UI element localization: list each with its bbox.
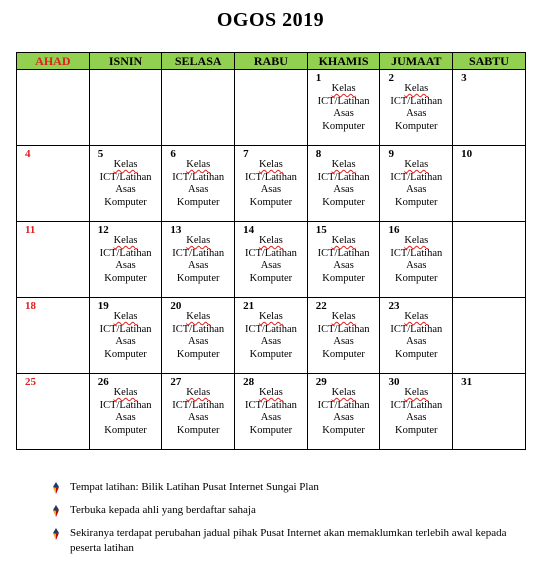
event-line: ICT/Latihan	[172, 247, 225, 259]
event-line: Komputer	[249, 424, 293, 436]
day-number: 23	[388, 300, 400, 312]
event-line: Kelas	[258, 311, 283, 322]
calendar-table	[16, 52, 526, 450]
day-number: 25	[25, 376, 36, 388]
calendar-day-cell	[380, 146, 453, 222]
day-number: 15	[315, 224, 327, 236]
calendar-day-cell	[162, 222, 235, 298]
event-line: Asas	[260, 184, 282, 196]
day-number: 12	[97, 224, 109, 236]
calendar-week-row	[17, 146, 526, 222]
class-event-text	[90, 159, 162, 209]
event-line: ICT/Latihan	[317, 95, 370, 107]
event-line: ICT/Latihan	[390, 95, 443, 107]
event-line: Asas	[188, 412, 209, 424]
event-line: ICT/Latihan	[244, 247, 297, 259]
event-line: Kelas	[113, 387, 138, 398]
event-line: Asas	[188, 184, 209, 196]
day-number: 24	[461, 300, 473, 312]
event-line: Asas	[115, 412, 136, 424]
event-line: ICT/Latihan	[99, 399, 152, 411]
event-line: Asas	[406, 336, 427, 348]
diamond-arrow-bullet-icon	[50, 505, 62, 517]
event-line: Kelas	[258, 235, 283, 246]
calendar-day-cell	[235, 222, 308, 298]
day-number: 17	[461, 224, 473, 236]
weekday-header-row	[17, 53, 526, 70]
event-line: Kelas	[113, 311, 138, 322]
class-event-text	[235, 235, 307, 285]
event-line: Asas	[115, 184, 136, 196]
calendar-day-cell	[162, 374, 235, 450]
event-line: ICT/Latihan	[244, 323, 297, 335]
calendar-day-cell	[453, 146, 526, 222]
event-line: Kelas	[186, 235, 211, 246]
day-number: 7	[243, 148, 249, 160]
event-line: Dengan Bijak	[461, 334, 517, 346]
weekday-header: SABTU	[453, 53, 526, 70]
event-line: ICT/Latihan	[390, 399, 443, 411]
event-line: Asas	[333, 260, 354, 272]
weekday-header: AHAD	[17, 53, 90, 70]
day-number: 28	[243, 376, 255, 388]
class-event-text	[162, 235, 234, 285]
note-text: Terbuka kepada ahli yang berdaftar sahaja	[70, 504, 256, 516]
event-line: ICT/Latihan	[99, 247, 152, 259]
calendar-day-cell	[307, 298, 380, 374]
event-line: ICT/Latihan	[390, 171, 443, 183]
calendar-day-cell	[17, 298, 90, 374]
calendar-day-cell	[89, 298, 162, 374]
day-number: 11	[25, 224, 36, 236]
event-line: Komputer	[176, 348, 220, 360]
class-event-text	[162, 311, 234, 361]
calendar-day-cell	[307, 222, 380, 298]
day-number: 6	[170, 148, 176, 160]
day-number: 3	[461, 72, 467, 84]
calendar-day-cell	[235, 298, 308, 374]
calendar-empty-cell	[162, 70, 235, 146]
day-number: 1	[315, 72, 322, 84]
event-line: Komputer	[394, 348, 438, 360]
taklimat-event-text	[453, 322, 525, 347]
event-line: Kelas	[186, 311, 211, 322]
event-line: Komputer	[176, 196, 220, 208]
class-event-text	[235, 311, 307, 361]
event-line: Komputer	[322, 424, 365, 436]
event-line: Kelas	[113, 159, 138, 170]
event-line: Asas	[333, 336, 354, 348]
event-line: Komputer	[249, 196, 293, 208]
calendar-day-cell	[162, 146, 235, 222]
event-line: ICT/Latihan	[317, 171, 370, 183]
event-line: Kelas	[404, 235, 429, 246]
event-line: ICT/Latihan	[244, 399, 297, 411]
class-event-text	[380, 235, 452, 285]
diamond-arrow-bullet-icon	[50, 482, 62, 494]
event-line: ICT/Latihan	[317, 247, 370, 259]
calendar-day-cell	[307, 70, 380, 146]
event-line: ICT/Latihan	[244, 171, 297, 183]
day-number: 8	[315, 148, 322, 160]
class-event-text	[308, 387, 380, 437]
event-line: Komputer	[322, 272, 365, 284]
event-line: Kelas	[258, 159, 283, 170]
event-line: Taklimat Klik	[461, 322, 517, 333]
day-number: 19	[97, 300, 109, 312]
day-number: 4	[25, 148, 31, 160]
day-number: 21	[243, 300, 255, 312]
day-number: 22	[315, 300, 327, 312]
event-line: Asas	[260, 260, 282, 272]
event-line: ICT/Latihan	[317, 399, 370, 411]
calendar-day-cell	[453, 70, 526, 146]
calendar-day-cell	[235, 146, 308, 222]
note-item	[50, 480, 520, 495]
event-line: Komputer	[322, 196, 365, 208]
event-line: Kelas	[331, 83, 356, 94]
calendar-day-cell	[17, 146, 90, 222]
calendar-day-cell	[380, 70, 453, 146]
calendar-title: OGOS 2019	[216, 9, 325, 31]
day-number: 9	[388, 148, 394, 160]
event-line: ICT/Latihan	[172, 399, 225, 411]
event-line: Komputer	[322, 348, 365, 360]
weekday-header: ISNIN	[89, 53, 162, 70]
calendar-day-cell	[17, 374, 90, 450]
event-line: ICT/Latihan	[390, 323, 443, 335]
calendar-day-cell	[17, 222, 90, 298]
event-line: Asas	[333, 184, 354, 196]
class-event-text	[235, 159, 307, 209]
calendar-body	[17, 70, 526, 450]
event-line: Kelas	[331, 235, 356, 246]
note-item	[50, 526, 520, 556]
calendar-empty-cell	[235, 70, 308, 146]
calendar-week-row	[17, 374, 526, 450]
event-line: Asas	[333, 108, 354, 120]
event-line: Komputer	[104, 424, 147, 436]
event-line: Komputer	[394, 424, 438, 436]
event-line: ICT/Latihan	[99, 171, 152, 183]
calendar-day-cell	[89, 374, 162, 450]
event-line: ICT/Latihan	[172, 323, 225, 335]
class-event-text	[308, 235, 380, 285]
day-number: 27	[170, 376, 182, 388]
class-event-text	[235, 387, 307, 437]
note-text: Sekiranya terdapat perubahan jadual pihak Pusat Internet akan memaklumkan terlebih awal kepada peserta latihan	[70, 527, 507, 554]
day-number: 5	[97, 148, 104, 160]
day-number: 26	[97, 376, 109, 388]
calendar-day-cell	[307, 374, 380, 450]
calendar-day-cell	[453, 298, 526, 374]
event-line: Komputer	[176, 424, 220, 436]
calendar-day-cell	[453, 374, 526, 450]
event-line: Asas	[260, 336, 282, 348]
class-event-text	[90, 235, 162, 285]
class-event-text	[308, 159, 380, 209]
day-number: 2	[388, 72, 394, 84]
event-line: Komputer	[104, 348, 147, 360]
calendar-week-row	[17, 298, 526, 374]
event-line: Kelas	[331, 387, 356, 398]
calendar-day-cell	[235, 374, 308, 450]
event-line: Asas	[115, 336, 136, 348]
calendar-empty-cell	[89, 70, 162, 146]
event-line: Dengan Bijak	[461, 258, 517, 270]
day-number: 16	[388, 224, 400, 236]
event-line: Kelas	[404, 387, 429, 398]
class-event-text	[308, 311, 380, 361]
event-line: Asas	[333, 412, 354, 424]
weekday-header: SELASA	[162, 53, 235, 70]
event-line: Asas	[188, 260, 209, 272]
event-line: Kelas	[331, 311, 356, 322]
class-event-text	[380, 311, 452, 361]
calendar-empty-cell	[17, 70, 90, 146]
event-line: ICT/Latihan	[317, 323, 370, 335]
event-line: Komputer	[249, 348, 293, 360]
note-item	[50, 503, 520, 518]
event-line: ICT/Latihan	[172, 171, 225, 183]
calendar-day-cell	[89, 146, 162, 222]
weekday-header: JUMAAT	[380, 53, 453, 70]
calendar-day-cell	[380, 298, 453, 374]
event-line: Asas	[406, 412, 427, 424]
event-line: Komputer	[104, 272, 147, 284]
event-line: Kelas	[331, 159, 356, 170]
event-line: Kelas	[186, 159, 211, 170]
class-event-text	[308, 83, 380, 133]
class-event-text	[380, 83, 452, 133]
event-line: Kelas	[113, 235, 138, 246]
event-line: Asas	[260, 412, 282, 424]
day-number: 20	[170, 300, 182, 312]
weekday-header: KHAMIS	[307, 53, 380, 70]
event-line: Komputer	[322, 120, 365, 132]
event-line: Komputer	[104, 196, 147, 208]
event-line: Komputer	[249, 272, 293, 284]
class-event-text	[162, 387, 234, 437]
event-line: Komputer	[394, 196, 438, 208]
event-line: ICT/Latihan	[390, 247, 443, 259]
event-line: Asas	[115, 260, 136, 272]
weekday-header: RABU	[235, 53, 308, 70]
event-line: Taklimat Klik	[461, 246, 517, 257]
calendar-week-row	[17, 70, 526, 146]
class-event-text	[380, 387, 452, 437]
class-event-text	[380, 159, 452, 209]
day-number: 29	[315, 376, 327, 388]
calendar-day-cell	[162, 298, 235, 374]
taklimat-event-text	[453, 246, 525, 271]
calendar-day-cell	[89, 222, 162, 298]
event-line: Asas	[406, 184, 427, 196]
note-text: Tempat latihan: Bilik Latihan Pusat Internet Sungai Plan	[70, 481, 319, 493]
event-line: Kelas	[186, 387, 211, 398]
class-event-text	[90, 387, 162, 437]
event-line: Kelas	[404, 159, 429, 170]
event-line: ICT/Latihan	[99, 323, 152, 335]
day-number: 14	[243, 224, 255, 236]
calendar-week-row	[17, 222, 526, 298]
event-line: Komputer	[394, 120, 438, 132]
calendar-day-cell	[380, 222, 453, 298]
notes-list	[50, 480, 520, 564]
day-number: 10	[461, 148, 473, 160]
calendar-day-cell	[380, 374, 453, 450]
event-line: Kelas	[404, 83, 429, 94]
event-line: Kelas	[258, 387, 283, 398]
calendar-day-cell	[453, 222, 526, 298]
day-number: 18	[25, 300, 36, 312]
event-line: Komputer	[394, 272, 438, 284]
event-line: Asas	[406, 260, 427, 272]
event-line: Asas	[188, 336, 209, 348]
diamond-arrow-bullet-icon	[50, 528, 62, 540]
class-event-text	[90, 311, 162, 361]
event-line: Komputer	[176, 272, 220, 284]
class-event-text	[162, 159, 234, 209]
event-line: Kelas	[404, 311, 429, 322]
calendar-day-cell	[307, 146, 380, 222]
day-number: 13	[170, 224, 182, 236]
day-number: 31	[461, 376, 473, 388]
day-number: 30	[388, 376, 400, 388]
event-line: Asas	[406, 108, 427, 120]
